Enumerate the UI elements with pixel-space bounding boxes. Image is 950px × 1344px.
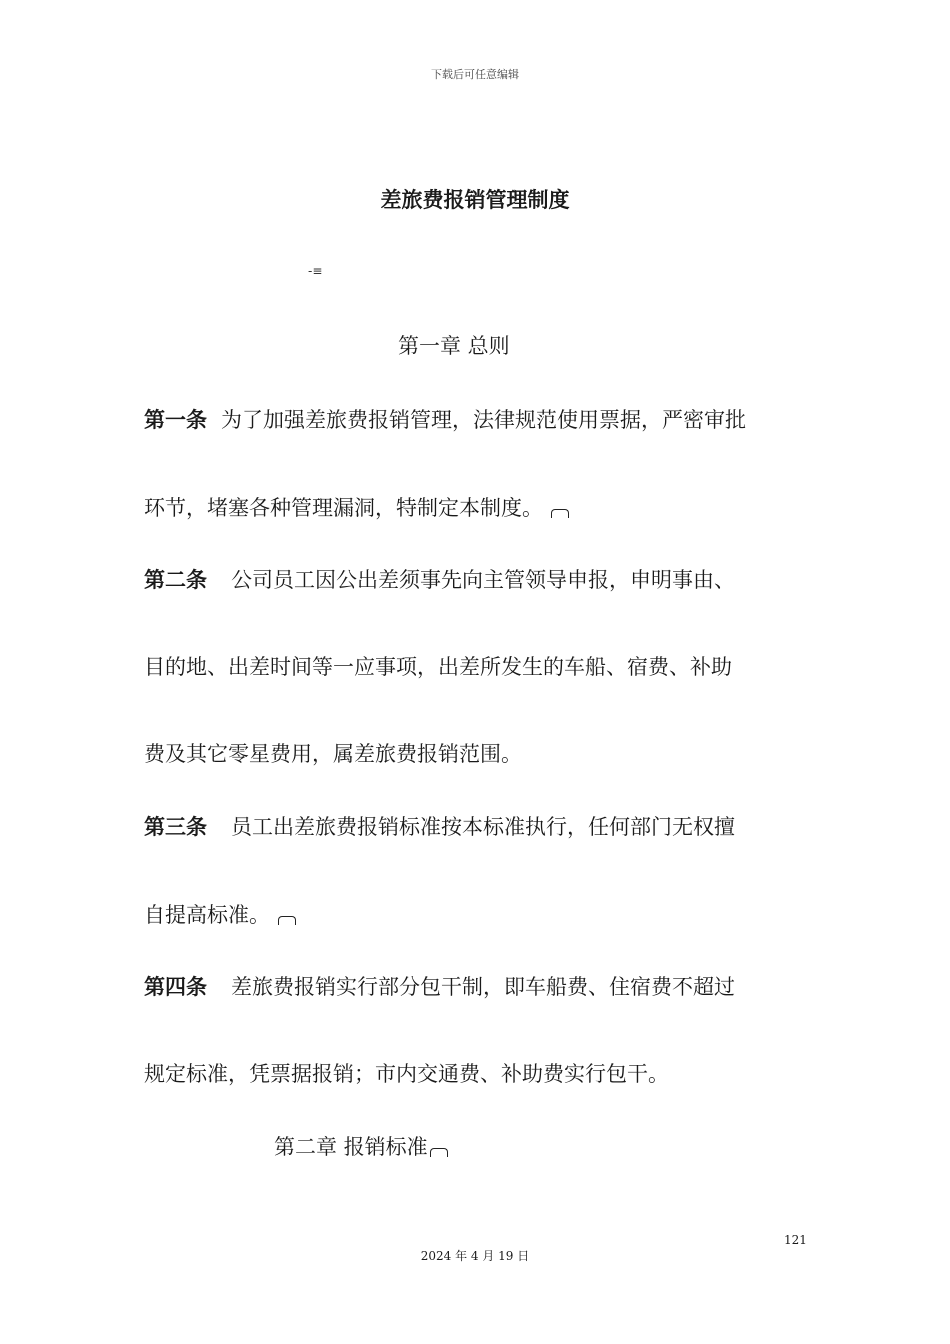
article-4-line-2 (144, 1058, 669, 1088)
article-1-line-2 (144, 492, 569, 522)
page-number: 121 (784, 1233, 807, 1247)
article-4-line-1 (144, 971, 735, 1001)
paragraph-mark-icon (278, 916, 296, 925)
chapter-2-heading (274, 1131, 448, 1161)
article-2-line-2 (144, 651, 732, 681)
article-2-label: 第二条 (144, 568, 207, 592)
footer-date: 2024 年 4 月 19 日 (420, 1249, 530, 1263)
article-2-text-2: 目的地、出差时间等一应事项，出差所发生的车船、宿费、补助 (144, 655, 732, 679)
article-3-label: 第三条 (144, 815, 207, 839)
article-3-line-2 (144, 899, 296, 929)
article-3-text-2: 自提高标准。 (144, 903, 270, 927)
document-title: 差旅费报销管理制度 (380, 188, 570, 212)
article-1-label: 第一条 (144, 408, 207, 432)
chapter-2-heading-text: 第二章 报销标准 (274, 1135, 428, 1159)
article-1-text-2: 环节，堵塞各种管理漏洞，特制定本制度。 (144, 496, 543, 520)
header-note: 下载后可任意编辑 (431, 68, 519, 81)
article-2-line-1 (144, 564, 735, 594)
article-1-line-1 (144, 404, 746, 434)
article-4-label: 第四条 (144, 975, 207, 999)
article-4-text-2: 规定标准，凭票据报销；市内交通费、补助费实行包干。 (144, 1062, 669, 1086)
paragraph-mark-icon (430, 1148, 448, 1157)
article-2-line-3 (144, 738, 522, 768)
chapter-1-heading: 第一章 总则 (398, 334, 510, 358)
article-4-text-1: 差旅费报销实行部分包干制，即车船费、住宿费不超过 (231, 975, 735, 999)
article-2-text-1: 公司员工因公出差须事先向主管领导申报，申明事由、 (231, 568, 735, 592)
article-2-text-3: 费及其它零星费用，属差旅费报销范围。 (144, 742, 522, 766)
stray-mark: -≡ (308, 264, 323, 278)
paragraph-mark-icon (551, 509, 569, 518)
article-1-text-1: 为了加强差旅费报销管理，法律规范使用票据，严密审批 (221, 408, 746, 432)
article-3-text-1: 员工出差旅费报销标准按本标准执行，任何部门无权擅 (231, 815, 735, 839)
article-3-line-1 (144, 811, 735, 841)
